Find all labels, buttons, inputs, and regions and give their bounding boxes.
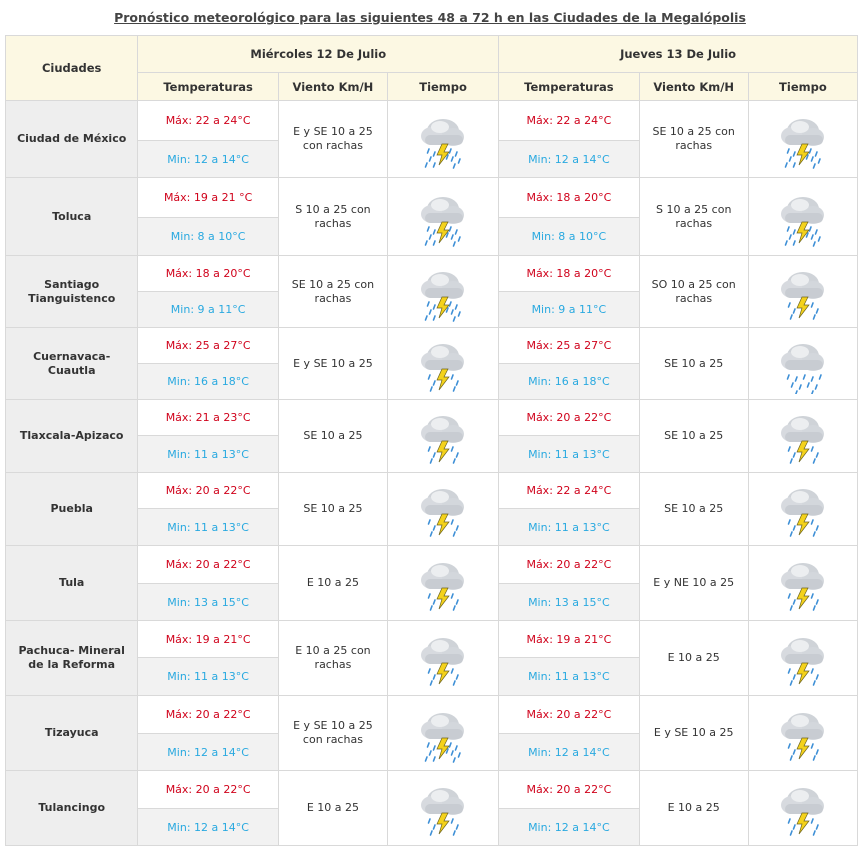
thunderstorm-icon (749, 479, 857, 539)
storm-heavy-rain-icon (388, 109, 498, 169)
header-day2-temperaturas: Temperaturas (499, 73, 639, 101)
temp-min: Min: 12 a 14°C (499, 734, 639, 771)
wind-value: E y SE 10 a 25 con rachas (278, 696, 387, 771)
table-row (6, 546, 858, 584)
city-name: Ciudad de México (6, 101, 138, 178)
wind-value: S 10 a 25 con rachas (278, 178, 387, 256)
wind-value: SE 10 a 25 (639, 473, 748, 546)
header-day1-tiempo: Tiempo (388, 73, 499, 101)
temp-min: Min: 11 a 13°C (499, 509, 639, 546)
header-ciudades: Ciudades (6, 36, 138, 101)
thunderstorm-icon (749, 406, 857, 466)
temp-max: Máx: 20 a 22°C (499, 400, 639, 436)
wind-value: SE 10 a 25 (639, 328, 748, 400)
temp-min: Min: 8 a 10°C (499, 218, 639, 256)
weather-cell (748, 696, 857, 771)
wind-value: SE 10 a 25 (278, 400, 387, 473)
weather-cell (388, 101, 499, 178)
weather-cell (388, 696, 499, 771)
temp-min: Min: 9 a 11°C (499, 292, 639, 328)
header-day2-viento: Viento Km/H (639, 73, 748, 101)
temp-min: Min: 13 a 15°C (138, 584, 278, 621)
temp-max: Máx: 20 a 22°C (499, 696, 639, 734)
weather-cell (388, 771, 499, 846)
weather-cell (388, 546, 499, 621)
forecast-table (5, 35, 858, 846)
temp-max: Máx: 19 a 21 °C (138, 178, 278, 218)
weather-cell (748, 256, 857, 328)
storm-heavy-rain-icon (388, 703, 498, 763)
temp-max: Máx: 20 a 22°C (138, 696, 278, 734)
temp-max: Máx: 22 a 24°C (499, 473, 639, 509)
temp-min: Min: 12 a 14°C (499, 809, 639, 846)
weather-cell (388, 256, 499, 328)
weather-cell (748, 771, 857, 846)
weather-cell (748, 546, 857, 621)
temp-max: Máx: 25 a 27°C (138, 328, 278, 364)
temp-min: Min: 12 a 14°C (499, 141, 639, 178)
table-row (6, 696, 858, 734)
temp-max: Máx: 18 a 20°C (499, 256, 639, 292)
weather-cell (388, 621, 499, 696)
temp-min: Min: 11 a 13°C (499, 436, 639, 473)
temp-max: Máx: 20 a 22°C (138, 546, 278, 584)
table-row (6, 101, 858, 141)
table-row (6, 473, 858, 509)
wind-value: S 10 a 25 con rachas (639, 178, 748, 256)
temp-max: Máx: 20 a 22°C (138, 771, 278, 809)
thunderstorm-icon (388, 553, 498, 613)
city-name: Tula (6, 546, 138, 621)
thunderstorm-icon (388, 778, 498, 838)
temp-max: Máx: 22 a 24°C (499, 101, 639, 141)
weather-cell (748, 178, 857, 256)
weather-cell (748, 328, 857, 400)
weather-cell (388, 328, 499, 400)
thunderstorm-icon (749, 628, 857, 688)
thunderstorm-icon (749, 553, 857, 613)
temp-min: Min: 12 a 14°C (138, 141, 278, 178)
thunderstorm-icon (388, 479, 498, 539)
thunderstorm-icon (749, 778, 857, 838)
temp-min: Min: 11 a 13°C (138, 658, 278, 696)
header-day1-temperaturas: Temperaturas (138, 73, 278, 101)
temp-min: Min: 16 a 18°C (138, 364, 278, 400)
city-name: Puebla (6, 473, 138, 546)
table-row (6, 178, 858, 218)
wind-value: E y SE 10 a 25 (639, 696, 748, 771)
temp-max: Máx: 22 a 24°C (138, 101, 278, 141)
thunderstorm-icon (388, 406, 498, 466)
wind-value: E 10 a 25 con rachas (278, 621, 387, 696)
table-row (6, 400, 858, 436)
temp-min: Min: 9 a 11°C (138, 292, 278, 328)
rain-icon (749, 334, 857, 394)
page-title: Pronóstico meteorológico para las siguientes 48 a 72 h en las Ciudades de la Megalópolis (114, 10, 746, 25)
temp-min: Min: 11 a 13°C (138, 509, 278, 546)
temp-min: Min: 16 a 18°C (499, 364, 639, 400)
temp-min: Min: 12 a 14°C (138, 809, 278, 846)
weather-cell (748, 621, 857, 696)
temp-min: Min: 13 a 15°C (499, 584, 639, 621)
wind-value: E 10 a 25 (278, 771, 387, 846)
storm-heavy-rain-icon (388, 187, 498, 247)
storm-heavy-rain-icon (749, 109, 857, 169)
temp-max: Máx: 19 a 21°C (499, 621, 639, 658)
temp-max: Máx: 20 a 22°C (138, 473, 278, 509)
temp-max: Máx: 20 a 22°C (499, 546, 639, 584)
wind-value: SE 10 a 25 con rachas (639, 101, 748, 178)
wind-value: E y NE 10 a 25 (639, 546, 748, 621)
temp-min: Min: 11 a 13°C (499, 658, 639, 696)
weather-cell (748, 473, 857, 546)
temp-min: Min: 12 a 14°C (138, 734, 278, 771)
table-row (6, 621, 858, 658)
weather-cell (388, 473, 499, 546)
temp-min: Min: 11 a 13°C (138, 436, 278, 473)
wind-value: SO 10 a 25 con rachas (639, 256, 748, 328)
thunderstorm-icon (388, 334, 498, 394)
city-name: Cuernavaca-Cuautla (6, 328, 138, 400)
wind-value: E 10 a 25 (278, 546, 387, 621)
storm-heavy-rain-icon (388, 262, 498, 322)
temp-max: Máx: 25 a 27°C (499, 328, 639, 364)
header-day2: Jueves 13 De Julio (499, 36, 858, 73)
wind-value: SE 10 a 25 (278, 473, 387, 546)
weather-cell (748, 400, 857, 473)
weather-cell (388, 178, 499, 256)
wind-value: SE 10 a 25 (639, 400, 748, 473)
wind-value: E y SE 10 a 25 (278, 328, 387, 400)
wind-value: E y SE 10 a 25 con rachas (278, 101, 387, 178)
weather-cell (748, 101, 857, 178)
table-row (6, 328, 858, 364)
city-name: Toluca (6, 178, 138, 256)
thunderstorm-icon (388, 628, 498, 688)
table-row (6, 771, 858, 809)
city-name: Tulancingo (6, 771, 138, 846)
storm-heavy-rain-icon (749, 187, 857, 247)
thunderstorm-icon (749, 262, 857, 322)
header-day1: Miércoles 12 De Julio (138, 36, 499, 73)
temp-max: Máx: 19 a 21°C (138, 621, 278, 658)
city-name: Tlaxcala-Apizaco (6, 400, 138, 473)
city-name: Tizayuca (6, 696, 138, 771)
wind-value: E 10 a 25 (639, 771, 748, 846)
temp-max: Máx: 20 a 22°C (499, 771, 639, 809)
thunderstorm-icon (749, 703, 857, 763)
header-day1-viento: Viento Km/H (278, 73, 387, 101)
header-day2-tiempo: Tiempo (748, 73, 857, 101)
temp-min: Min: 8 a 10°C (138, 218, 278, 256)
weather-cell (388, 400, 499, 473)
temp-max: Máx: 18 a 20°C (138, 256, 278, 292)
temp-max: Máx: 21 a 23°C (138, 400, 278, 436)
wind-value: SE 10 a 25 con rachas (278, 256, 387, 328)
city-name: Pachuca- Mineral de la Reforma (6, 621, 138, 696)
temp-max: Máx: 18 a 20°C (499, 178, 639, 218)
table-row (6, 256, 858, 292)
city-name: Santiago Tianguistenco (6, 256, 138, 328)
wind-value: E 10 a 25 (639, 621, 748, 696)
